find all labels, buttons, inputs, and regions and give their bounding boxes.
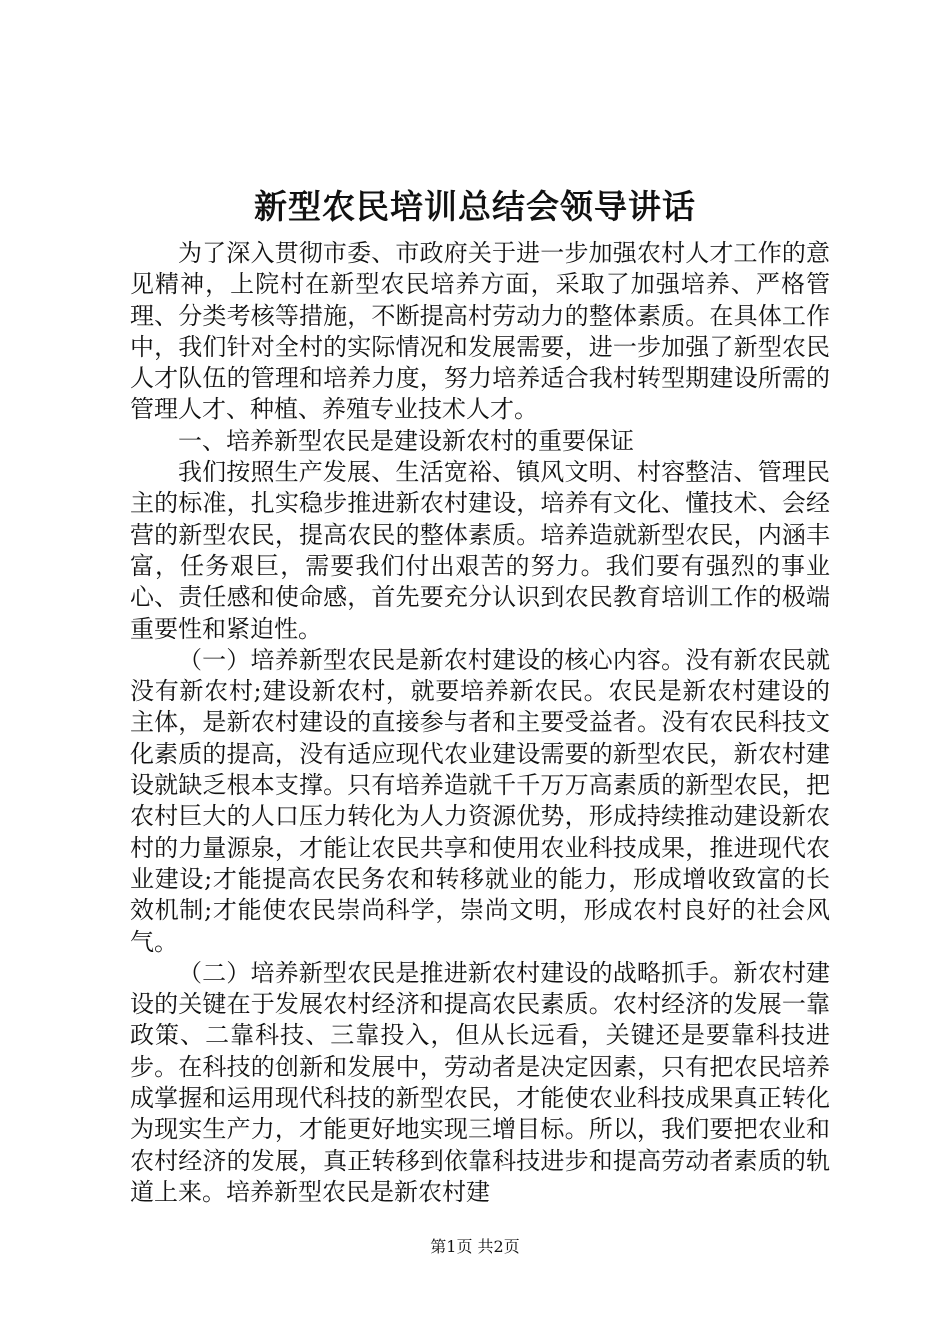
paragraph-subsection-1: （一）培养新型农民是新农村建设的核心内容。没有新农民就没有新农村;建设新农村，就要培养新农民。农民是新农村建设的主体，是新农村建设的直接参与者和主要受益者。没有农民科技文化素质的提高，没有适应现代农业建设需要的新型农民，新农村建设就缺乏根本支撑。只有培养造就千千万万高素质的新型农民，把农村巨大的人口压力转化为人力资源优势，形成持续推动建设新农村的力量源泉，才能让农民共享和使用农业科技成果，推进现代农业建设;才能提高农民务农和转移就业的能力，形成增收致富的长效机制;才能使农民崇尚科学，崇尚文明，形成农村良好的社会风气。	[130, 645, 830, 956]
document-title: 新型农民培训总结会领导讲话	[254, 187, 696, 226]
document-body	[130, 238, 830, 1208]
paragraph-subsection-2: （二）培养新型农民是推进新农村建设的战略抓手。新农村建设的关键在于发展农村经济和提高农民素质。农村经济的发展一靠政策、二靠科技、三靠投入，但从长远看，关键还是要靠科技进步。在科技的创新和发展中，劳动者是决定因素，只有把农民培养成掌握和运用现代科技的新型农民，才能使农业科技成果真正转化为现实生产力，才能更好地实现三增目标。所以，我们要把农业和农村经济的发展，真正转移到依靠科技进步和提高劳动者素质的轨道上来。培养新型农民是新农村建	[130, 958, 830, 1206]
page-number-footer: 第1页 共2页	[430, 1237, 520, 1256]
paragraph-section-1: 我们按照生产发展、生活宽裕、镇风文明、村容整洁、管理民主的标准，扎实稳步推进新农村建设，培养有文化、懂技术、会经营的新型农民，提高农民的整体素质。培养造就新型农民，内涵丰富，任务艰巨，需要我们付出艰苦的努力。我们要有强烈的事业心、责任感和使命感，首先要充分认识到农民教育培训工作的极端重要性和紧迫性。	[130, 458, 830, 643]
section-heading-1: 一、培养新型农民是建设新农村的重要保证	[178, 426, 634, 455]
paragraph-intro: 为了深入贯彻市委、市政府关于进一步加强农村人才工作的意见精神，上院村在新型农民培养方面，采取了加强培养、严格管理、分类考核等措施，不断提高村劳动力的整体素质。在具体工作中，我们针对全村的实际情况和发展需要，进一步加强了新型农民人才队伍的管理和培养力度，努力培养适合我村转型期建设所需的管理人才、种植、养殖专业技术人才。	[130, 239, 830, 424]
